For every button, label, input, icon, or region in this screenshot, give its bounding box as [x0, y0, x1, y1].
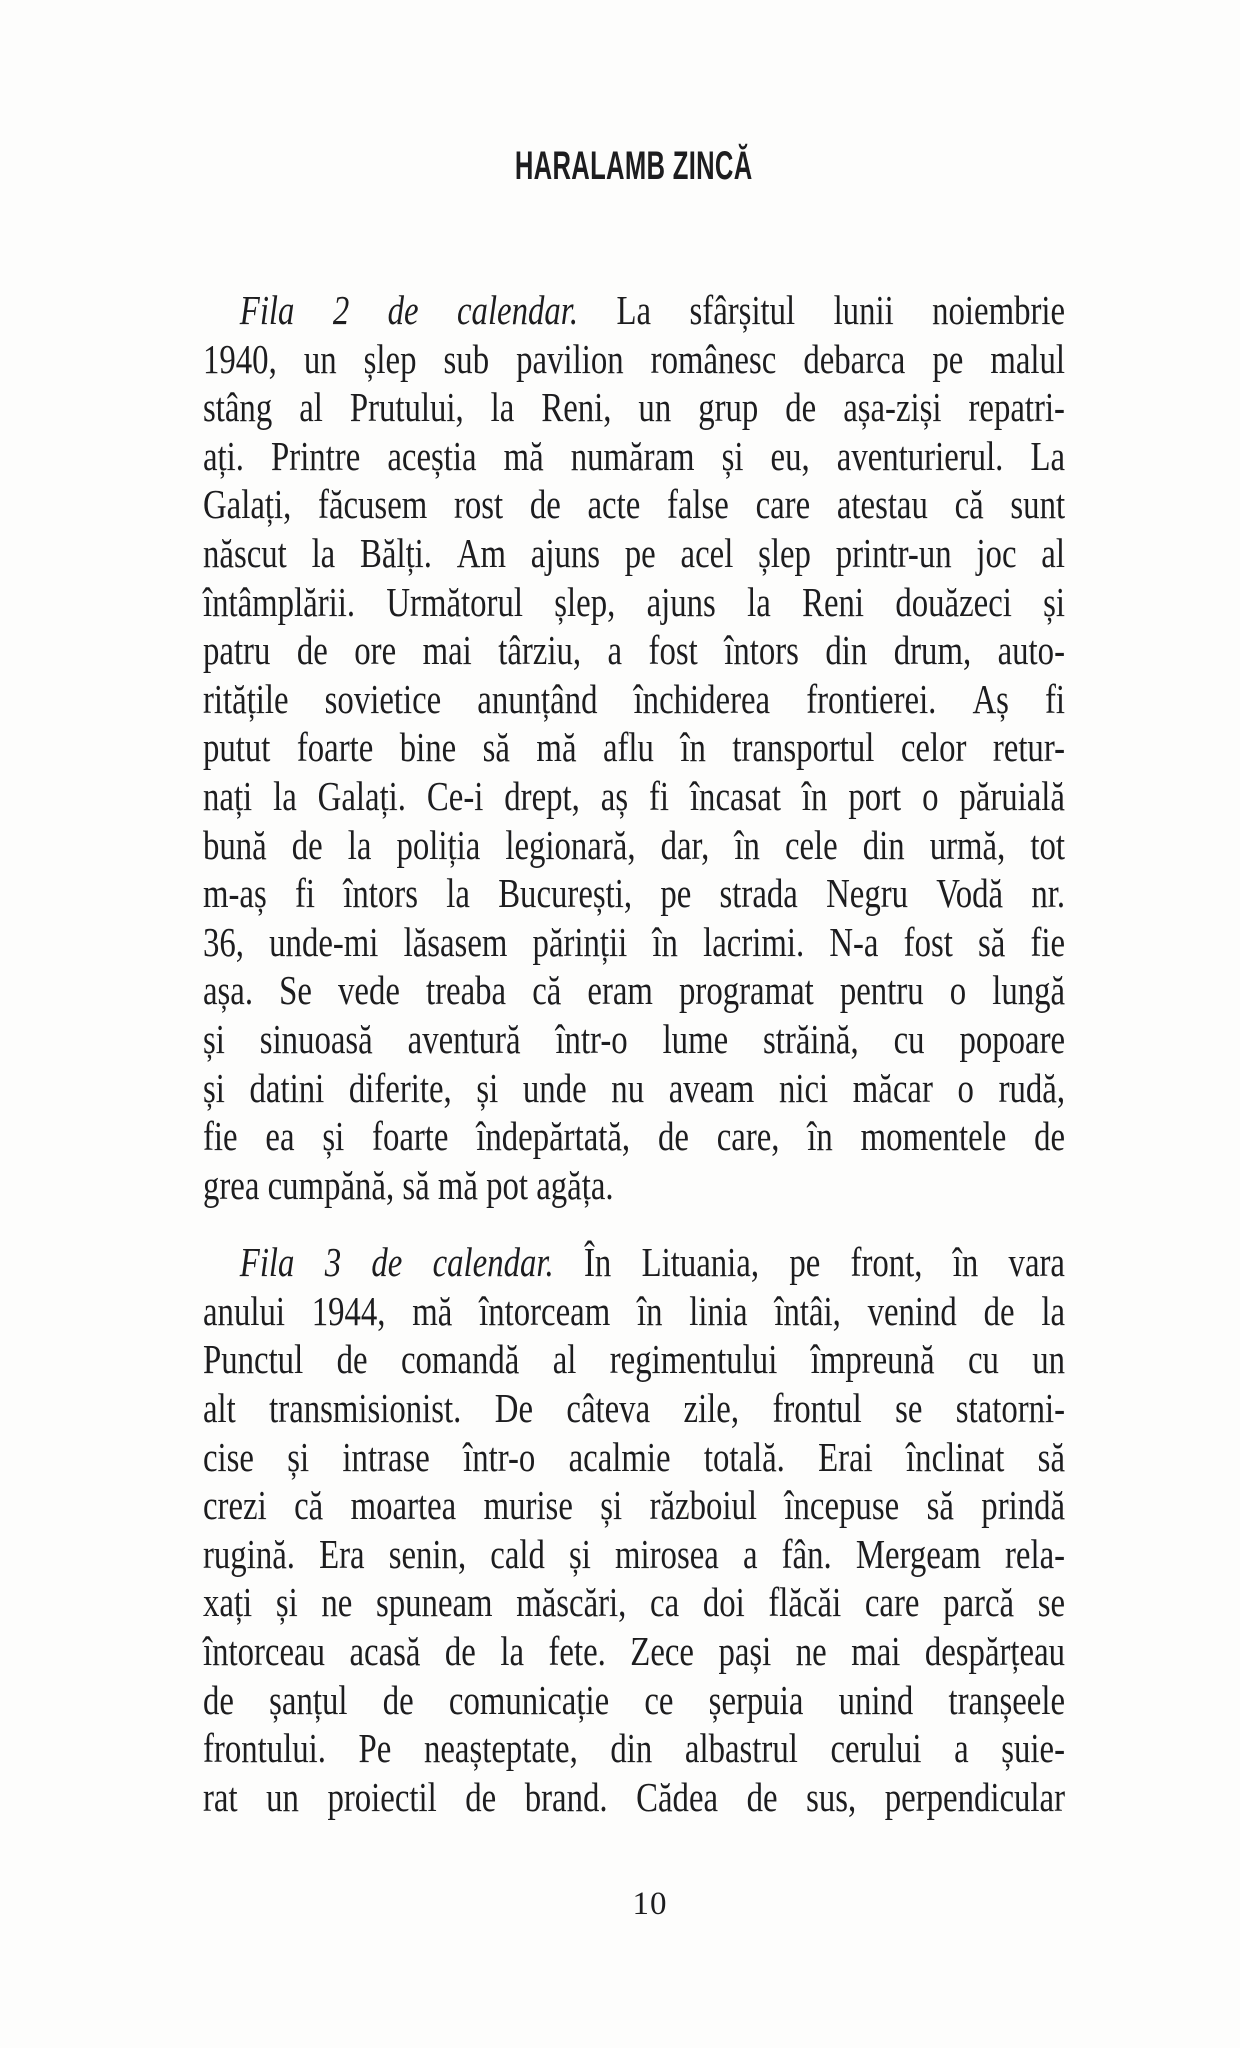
text-line: așa. Se vede treaba că eram programat pentru o lungă [203, 967, 1066, 1014]
text-line: Fila 2 de calendar. La sfârșitul lunii noiembrie [239, 287, 1066, 333]
text-line: ritățile sovietice anunțând închiderea frontierei. Aș fi [203, 675, 1066, 722]
text-line: Galați, făcusem rost de acte false care atestau că sunt [203, 481, 1066, 528]
text-line: grea cumpănă, să mă pot agăța. [203, 1161, 614, 1208]
text-line: Fila 3 de calendar. În Lituania, pe front, în vara [239, 1239, 1065, 1286]
text-line: rat un proiectil de brand. Cădea de sus, perpendicular [203, 1773, 1066, 1820]
text-line: ați. Printre aceștia mă număram și eu, aventurierul. La [203, 432, 1066, 479]
text-line: m-aș fi întors la București, pe strada Negru Vodă nr. [203, 870, 1066, 917]
text-line: anului 1944, mă întorceam în linia întâi, venind de la [203, 1287, 1066, 1334]
text-line: putut foarte bine să mă aflu în transportul celor retur- [203, 724, 1066, 771]
text-line: de șanțul de comunicație ce șerpuia unind tranșeele [203, 1676, 1066, 1723]
text-line: patru de ore mai târziu, a fost întors din drum, auto- [203, 627, 1065, 674]
text-line: și sinuoasă aventură într-o lume străină, cu popoare [203, 1015, 1066, 1062]
paragraph [203, 286, 1065, 1209]
text-line: xați și ne spuneam măscări, ca doi flăcăi care parcă se [203, 1579, 1066, 1626]
author-name: HARALAMB ZINCĂ [515, 144, 753, 188]
text-line: născut la Bălți. Am ajuns pe acel șlep printr-un joc al [203, 529, 1065, 576]
text-line: întâmplării. Următorul șlep, ajuns la Reni douăzeci și [203, 578, 1066, 625]
text-line: crezi că moartea murise și războiul începuse să prindă [203, 1482, 1066, 1529]
text-line: și datini diferite, și unde nu aveam nici măcar o rudă, [203, 1064, 1066, 1111]
text-line: fie ea și foarte îndepărtată, de care, în momentele de [203, 1113, 1066, 1160]
text-line: frontului. Pe neașteptate, din albastrul cerului a șuie- [203, 1725, 1066, 1772]
page-number: 10 [632, 1886, 668, 1922]
text-line: cise și intrase într-o acalmie totală. Erai înclinat să [203, 1433, 1066, 1480]
text-line: nați la Galați. Ce-i drept, aș fi încasat în port o păruială [203, 772, 1065, 819]
page-text [203, 286, 1065, 1821]
text-line: 1940, un șlep sub pavilion românesc debarca pe malul [203, 335, 1065, 382]
text-line: bună de la poliția legionară, dar, în cele din urmă, tot [203, 821, 1065, 868]
text-line: alt transmisionist. De câteva zile, frontul se statorni- [203, 1385, 1066, 1432]
running-header [203, 146, 1065, 186]
text-line: întorceau acasă de la fete. Zece pași ne mai despărțeau [203, 1628, 1066, 1675]
text-line: Punctul de comandă al regimentului împreună cu un [203, 1336, 1066, 1383]
text-line: rugină. Era senin, cald și mirosea a fân. Mergeam rela- [203, 1530, 1066, 1577]
text-line: 36, unde-mi lăsasem părinții în lacrimi. N-a fost să fie [203, 918, 1066, 965]
paragraph [203, 1238, 1065, 1821]
text-line: stâng al Prutului, la Reni, un grup de așa-ziși repatri- [203, 384, 1065, 431]
